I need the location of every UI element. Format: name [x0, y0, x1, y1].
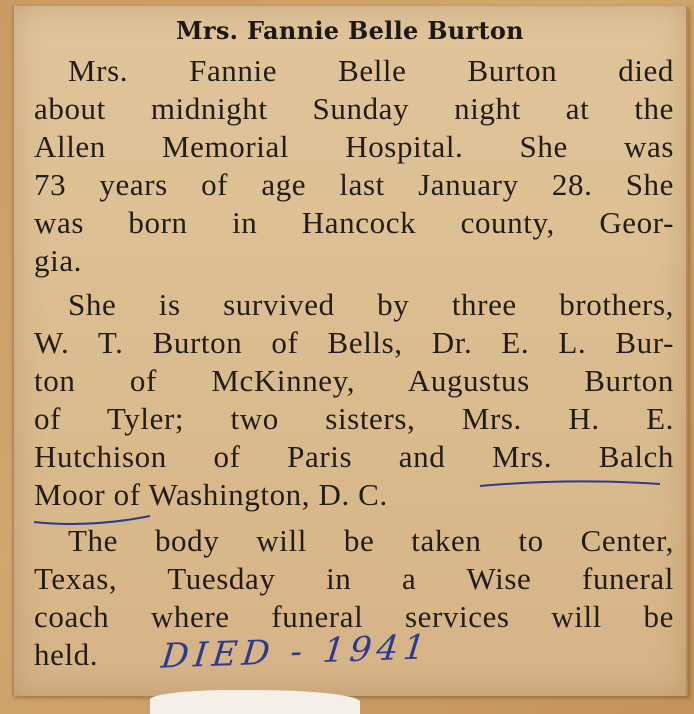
body-line: gia.	[34, 243, 83, 278]
body-line: Moor of Washington, D. C.	[34, 477, 388, 512]
body-line: 73 years of age last January 28. She	[34, 167, 674, 202]
body-line: Allen Memorial Hospital. She was	[34, 129, 674, 164]
body-line: coach where funeral services will be	[34, 599, 674, 634]
body-line: Hutchison of Paris and Mrs. Balch	[34, 439, 674, 474]
body-line: Texas, Tuesday in a Wise funeral	[34, 561, 674, 596]
body-line: W. T. Burton of Bells, Dr. E. L. Bur-	[34, 325, 674, 360]
obituary-headline: Mrs. Fannie Belle Burton	[176, 16, 524, 45]
body-line: about midnight Sunday night at the	[34, 91, 674, 126]
body-line: was born in Hancock county, Geor-	[34, 205, 674, 240]
paper-tear	[150, 690, 360, 714]
newspaper-clipping	[12, 6, 688, 696]
body-line: held.	[34, 637, 99, 672]
body-line: of Tyler; two sisters, Mrs. H. E.	[34, 401, 674, 436]
body-line: She is survived by three brothers,	[68, 287, 674, 322]
body-line: Mrs. Fannie Belle Burton died	[68, 53, 674, 88]
body-line: ton of McKinney, Augustus Burton	[34, 363, 674, 398]
body-line: The body will be taken to Center,	[68, 523, 674, 558]
handwritten-note: DIED - 1941	[159, 627, 433, 677]
